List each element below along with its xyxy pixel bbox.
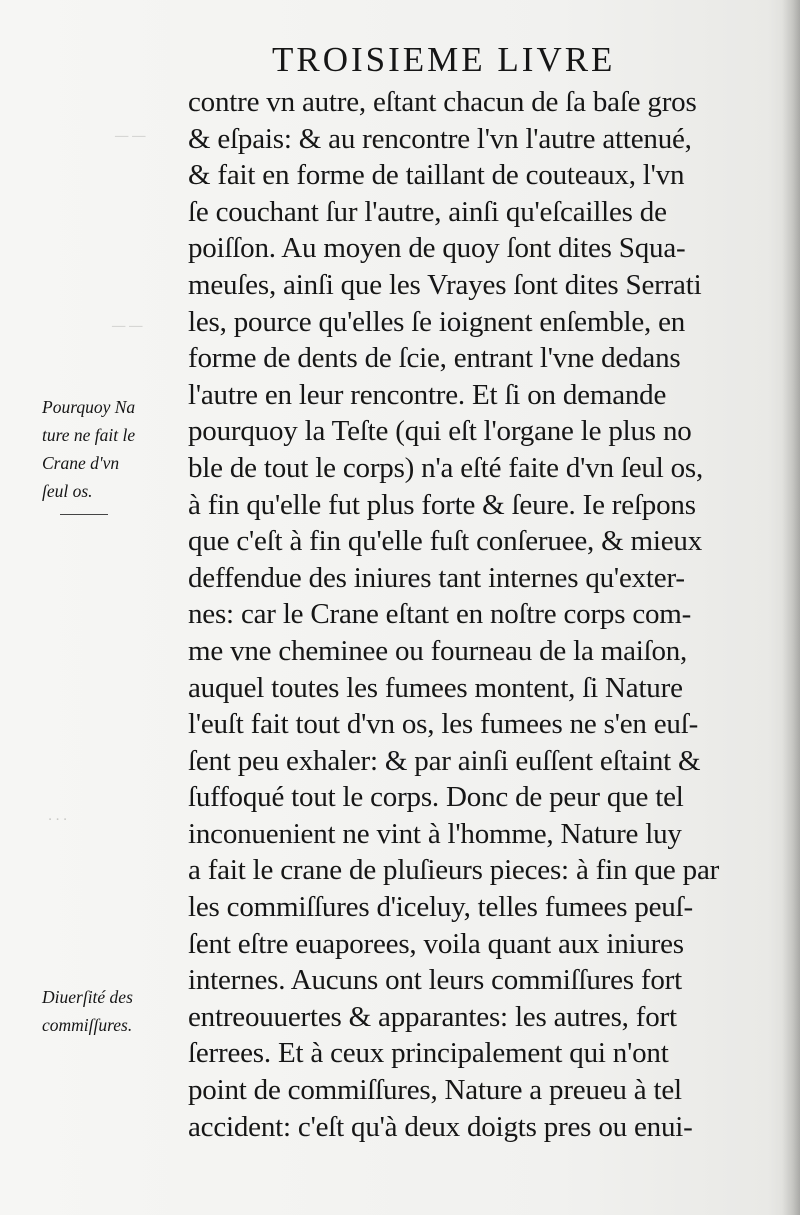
text-line: contre vn autre, eſtant chacun de ſa baſe gros [188, 86, 697, 118]
margin-rule [60, 514, 108, 515]
text-line: internes. Aucuns ont leurs commiſſures fort [188, 964, 682, 997]
text-line: ſe couchant ſur l'autre, ainſi qu'eſcailles de [188, 195, 667, 228]
margin-note-skull [42, 393, 182, 505]
margin-note-line: commiſſures. [42, 1015, 133, 1035]
running-head: TROISIEME LIVRE [272, 40, 616, 79]
text-line: forme de dents de ſcie, entrant l'vne dedans [188, 342, 681, 375]
text-line: ſerrees. Et à ceux principalement qui n'ont [188, 1037, 669, 1070]
margin-note-line: ture ne fait le [42, 425, 136, 445]
text-line: a fait le crane de pluſieurs pieces: à fin que par [188, 854, 720, 887]
text-line: poiſſon. Au moyen de quoy ſont dites Squa- [188, 232, 686, 265]
text-line: nes: car le Crane eſtant en noſtre corps com- [188, 598, 692, 631]
text-line: deffendue des iniures tant internes qu'exter- [188, 561, 685, 594]
body-text [188, 84, 768, 1145]
text-line: accident: c'eſt qu'à deux doigts pres ou enui- [188, 1110, 693, 1143]
text-line: inconuenient ne vint à l'homme, Nature luy [188, 817, 682, 850]
text-line: pourquoy la Teſte (qui eſt l'organe le plus no [188, 415, 692, 448]
text-line: ſent peu exhaler: & par ainſi euſſent eſtaint & [188, 744, 701, 777]
margin-note-line: Crane d'vn [42, 453, 120, 473]
text-line: auquel toutes les fumees montent, ſi Nature [188, 671, 683, 704]
text-line: entreouuertes & apparantes: les autres, fort [188, 1000, 677, 1033]
margin-note-line: Diuerſité des [42, 987, 133, 1007]
text-line: à fin qu'elle fut plus forte & ſeure. Ie reſpons [188, 488, 696, 521]
text-line: les, pource qu'elles ſe ioignent enſemble, en [188, 305, 686, 338]
text-line: point de commiſſures, Nature a preueu à tel [188, 1074, 682, 1107]
text-line: meuſes, ainſi que les Vrayes ſont dites Serrati [188, 268, 702, 301]
margin-note-line: Pourquoy Na [42, 397, 136, 417]
text-line: ble de tout le corps) n'a eſté faite d'vn ſeul os, [188, 451, 704, 484]
page-edge-shadow [782, 0, 800, 1215]
text-line: les commiſſures d'iceluy, telles fumees peuſ- [188, 891, 693, 924]
text-line: ſent eſtre euaporees, voila quant aux iniures [188, 927, 684, 960]
text-line: l'euſt fait tout d'vn os, les fumees ne s'en euſ- [188, 708, 699, 741]
margin-note-line: ſeul os. [42, 481, 93, 501]
text-line: ſuffoqué tout le corps. Donc de peur que tel [188, 781, 684, 814]
text-line: & fait en forme de taillant de couteaux, l'vn [188, 159, 685, 192]
show-through-text: · · · [48, 812, 67, 828]
text-line: & eſpais: & au rencontre l'vn l'autre attenué, [188, 122, 692, 155]
show-through-text: — — [115, 128, 146, 144]
text-line: me vne cheminee ou fourneau de la maiſon, [188, 634, 688, 667]
text-line: l'autre en leur rencontre. Et ſi on demande [188, 378, 667, 411]
text-line: que c'eſt à fin qu'elle fuſt conſeruee, & mieux [188, 525, 702, 558]
margin-note-sutures [42, 983, 182, 1039]
show-through-text: — — [112, 318, 143, 334]
